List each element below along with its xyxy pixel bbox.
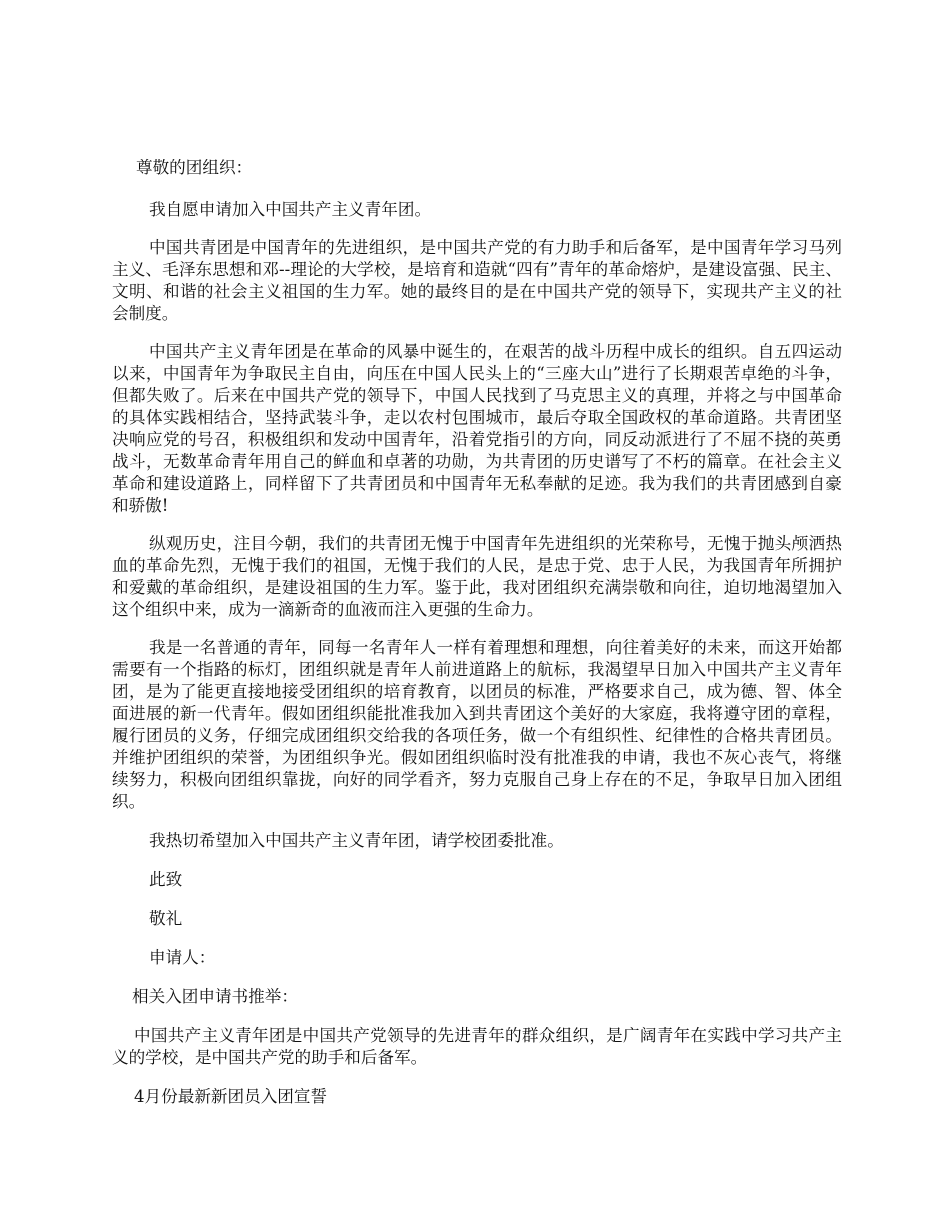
request-paragraph: 我热切希望加入中国共产主义青年团，请学校团委批准。 (149, 831, 564, 850)
body-paragraph: 我是一名普通的青年，同每一名青年人一样有着理想和理想，向往着美好的未来，而这开始都需要有一个指路的标灯，团组织就是青年人前进道路上的航标，我渴望早日加入中国共产主义青年团，是为了能更直接地接受团组织的培育教育，以团员的标准，严格要求自己，成为德、智、体全面进展的新一代青年。假如团组织能批准我加入到共青团这个美好的大家庭，我将遵守团的章程，履行团员的义务，仔细完成团组织交给我的各项任务，做一个有组织性、纪律性的合格共青团员。并维护团组织的荣誉，为团组织争光。假如团组织临时没有批准我的申请，我也不灰心丧气，将继续努力，积极向团组织靠拢，向好的同学看齐，努力克服自己身上存在的不足，争取早日加入团组织。 (112, 638, 842, 811)
related-title: 相关入团申请书推举： (132, 987, 298, 1006)
body-paragraph: 中国共青团是中国青年的先进组织，是中国共产党的有力助手和后备军，是中国青年学习马列主义、毛泽东思想和邓--理论的大学校，是培育和造就“四有”青年的革命熔炉，是建设富强、民主、文明、和谐的社会主义祖国的生力军。她的最终目的是在中国共产党的领导下，实现共产主义的社会制度。 (112, 238, 842, 323)
intro-paragraph: 我自愿申请加入中国共产主义青年团。 (149, 200, 432, 219)
body-paragraph: 纵观历史，注目今朝，我们的共青团无愧于中国青年先进组织的光荣称号，无愧于抛头颅洒热血的革命先烈，无愧于我们的祖国，无愧于我们的人民，是忠于党、忠于人民，为我国青年所拥护和爱戴的革命组织，是建设祖国的生力军。鉴于此，我对团组织充满崇敬和向往，迫切地渴望加入这个组织中来，成为一滴新奇的血液而注入更强的生命力。 (112, 534, 842, 619)
closing-jingli: 敬礼 (149, 909, 183, 928)
related-description: 中国共产主义青年团是中国共产党领导的先进青年的群众组织，是广阔青年在实践中学习共产主义的学校，是中国共产党的助手和后备军。 (112, 1026, 842, 1067)
body-paragraph: 中国共产主义青年团是在革命的风暴中诞生的，在艰苦的战斗历程中成长的组织。自五四运动以来，中国青年为争取民主自由，向压在中国人民头上的“三座大山”进行了长期艰苦卓绝的斗争，但都失败了。后来在中国共产党的领导下，中国人民找到了马克思主义的真理，并将之与中国革命的具体实践相结合，坚持武装斗争，走以农村包围城市，最后夺取全国政权的革命道路。共青团坚决响应党的号召，积极组织和发动中国青年，沿着党指引的方向，同反动派进行了不屈不挠的英勇战斗，无数革命青年用自己的鲜血和卓著的功勋，为共青团的历史谱写了不朽的篇章。在社会主义革命和建设道路上，同样留下了共青团员和中国青年无私奉献的足迹。我为我们的共青团感到自豪和骄傲! (112, 342, 842, 515)
closing-cizhi: 此致 (149, 870, 183, 889)
application-letter (112, 157, 842, 1108)
salutation: 尊敬的团组织： (136, 158, 253, 177)
related-article-link[interactable]: 4月份最新新团员入团宣誓 (134, 1087, 328, 1106)
applicant-label: 申请人： (149, 948, 216, 967)
